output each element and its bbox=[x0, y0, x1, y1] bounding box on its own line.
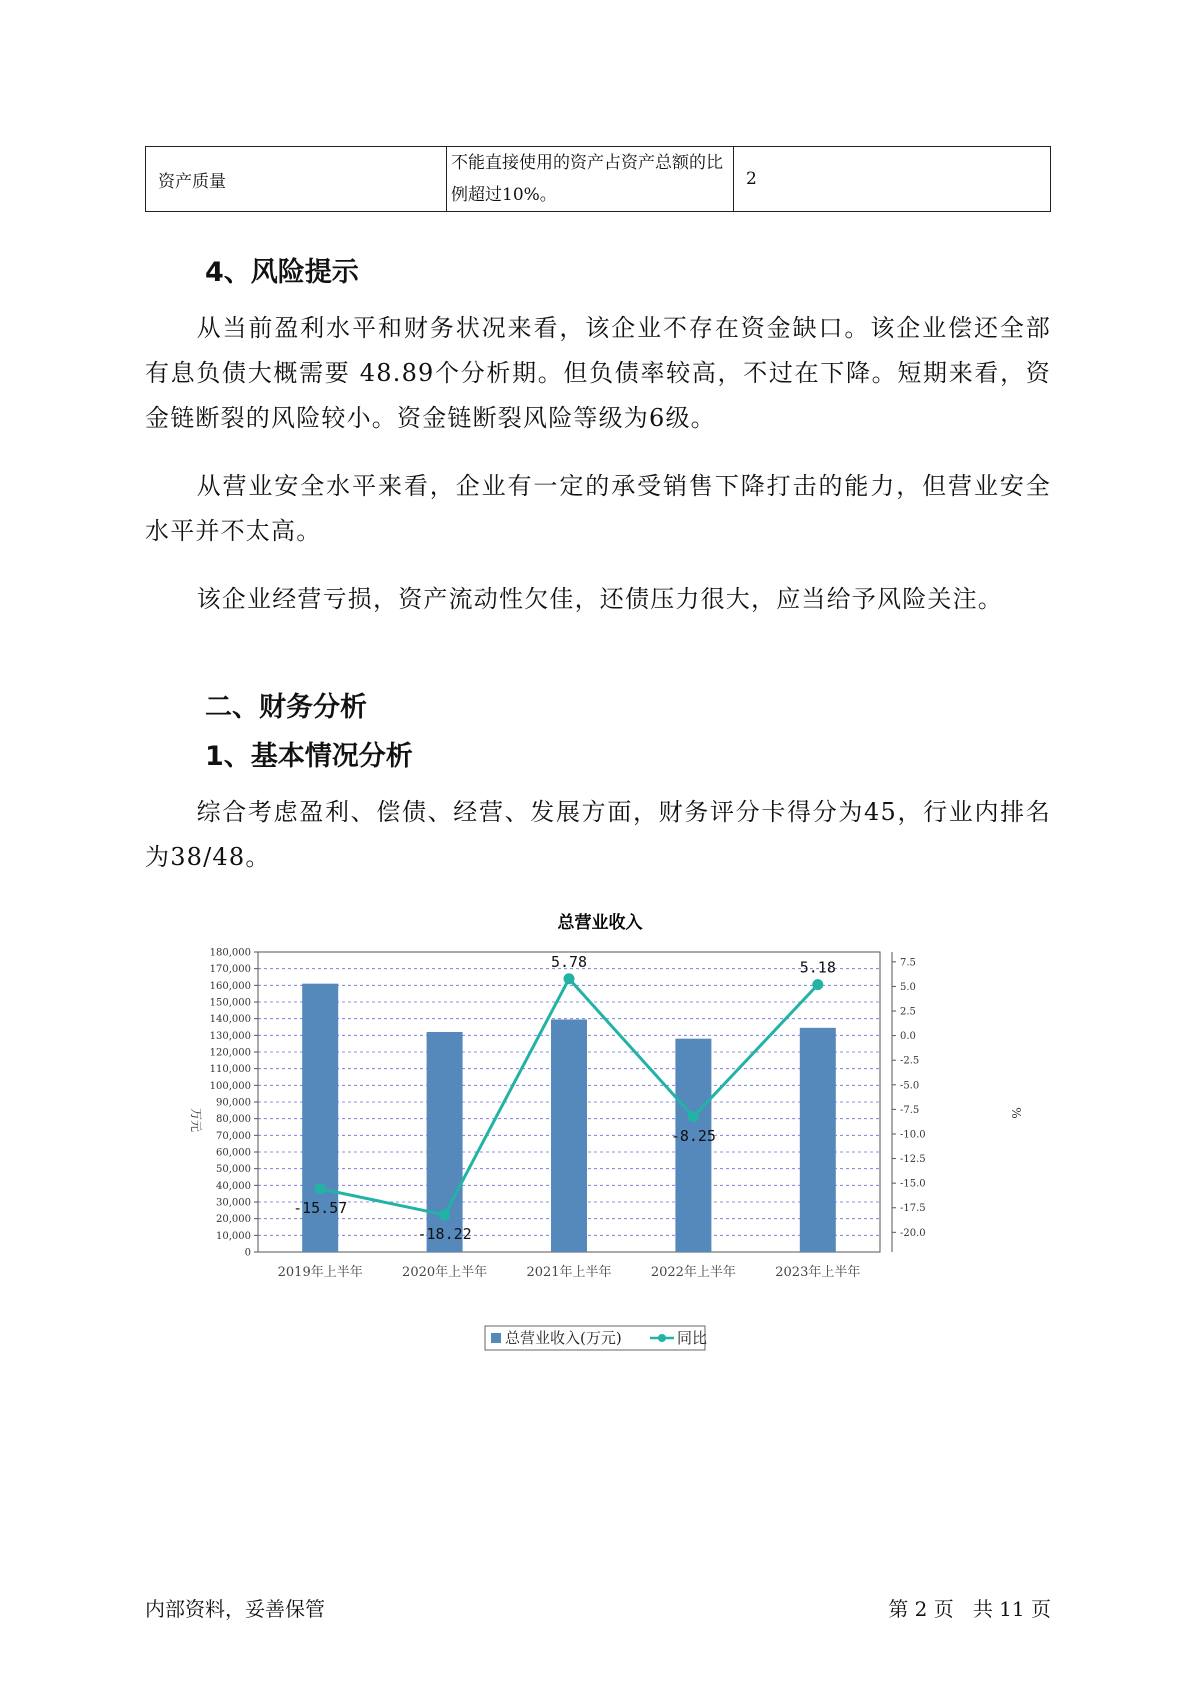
y-tick-label: 130,000 bbox=[209, 1030, 251, 1042]
yoy-point bbox=[315, 1183, 326, 1194]
y-right-tick-label: -10.0 bbox=[900, 1129, 926, 1141]
y-tick-label: 80,000 bbox=[216, 1114, 251, 1126]
bar bbox=[551, 1020, 587, 1253]
y-right-tick-label: 5.0 bbox=[900, 981, 916, 993]
bar bbox=[675, 1039, 711, 1252]
y-right-tick-label: 7.5 bbox=[900, 957, 916, 969]
y-right-tick-label: -12.5 bbox=[900, 1154, 926, 1166]
footer-page-number: 第 2 页 共 11 页 bbox=[888, 1597, 1051, 1621]
y-right-tick-label: -2.5 bbox=[900, 1055, 920, 1067]
data-label: 5.78 bbox=[550, 952, 588, 971]
y-right-tick-label: 2.5 bbox=[900, 1006, 916, 1018]
yoy-point bbox=[812, 979, 823, 990]
y-tick-label: 50,000 bbox=[216, 1164, 251, 1176]
data-label: -15.57 bbox=[293, 1198, 348, 1217]
y-right-tick-label: -20.0 bbox=[900, 1227, 926, 1239]
y-right-tick-label: -5.0 bbox=[900, 1080, 920, 1092]
risk-paragraph-3: 该企业经营亏损，资产流动性欠佳，还债压力很大，应当给予风险关注。 bbox=[196, 585, 1003, 613]
y-tick-label: 60,000 bbox=[216, 1147, 251, 1159]
revenue-chart bbox=[180, 895, 1030, 1365]
x-tick-label: 2019年上半年 bbox=[277, 1265, 363, 1280]
y-tick-label: 150,000 bbox=[209, 997, 251, 1009]
y-tick-label: 120,000 bbox=[209, 1047, 251, 1059]
data-label: 5.18 bbox=[799, 958, 836, 977]
legend-bar-swatch bbox=[491, 1333, 501, 1343]
y-tick-label: 70,000 bbox=[216, 1130, 251, 1142]
y-tick-label: 110,000 bbox=[209, 1064, 251, 1076]
risk-paragraph-2: 从营业安全水平来看，企业有一定的承受销售下降打击的能力，但营业安全水平并不太高。 bbox=[145, 472, 1051, 545]
legend-bar-label: 总营业收入(万元) bbox=[505, 1329, 622, 1347]
y-tick-label: 170,000 bbox=[209, 964, 251, 976]
table-row bbox=[146, 147, 1051, 212]
legend-line-label: 同比 bbox=[677, 1329, 708, 1347]
table-cell-item: 资产质量 bbox=[146, 147, 447, 212]
y-right-tick-label: -17.5 bbox=[900, 1203, 926, 1215]
chart-title: 总营业收入 bbox=[557, 913, 643, 933]
y-right-tick-label: -15.0 bbox=[900, 1178, 926, 1190]
y-tick-label: 160,000 bbox=[209, 980, 251, 992]
y-axis-label: 万元 bbox=[189, 1107, 203, 1133]
y-tick-label: 90,000 bbox=[216, 1097, 251, 1109]
y-tick-label: 30,000 bbox=[216, 1197, 251, 1209]
left-axis bbox=[210, 948, 258, 1259]
y-right-tick-label: 0.0 bbox=[900, 1031, 916, 1043]
right-axis bbox=[892, 952, 926, 1252]
yoy-point bbox=[688, 1111, 699, 1122]
legend-line-marker bbox=[658, 1334, 666, 1342]
data-label: -8.25 bbox=[670, 1126, 716, 1145]
table-cell-desc: 不能直接使用的资产占资产总额的比例超过10%。 bbox=[447, 147, 734, 212]
risk-paragraph-1: 从当前盈利水平和财务状况来看，该企业不存在资金缺口。该企业偿还全部有息负债大概需要 48.89个分析期。但负债率较高，不过在下降。短期来看，资金链断裂的风险较小。资金链断裂风险等级为6级。 bbox=[145, 314, 1051, 432]
basic-analysis-paragraph: 综合考虑盈利、偿债、经营、发展方面，财务评分卡得分为45，行业内排名为38/48。 bbox=[145, 798, 1051, 871]
y-tick-label: 100,000 bbox=[209, 1080, 251, 1092]
x-tick-label: 2021年上半年 bbox=[526, 1265, 612, 1280]
bar-series bbox=[302, 984, 836, 1252]
yoy-point bbox=[439, 1209, 450, 1220]
risk-table bbox=[145, 146, 1051, 212]
x-tick-label: 2022年上半年 bbox=[650, 1265, 736, 1280]
x-tick-label: 2020年上半年 bbox=[402, 1265, 488, 1280]
data-label: -18.22 bbox=[417, 1224, 472, 1243]
y-tick-label: 180,000 bbox=[209, 947, 251, 959]
y-axis-right-label: % bbox=[1009, 1107, 1023, 1119]
y-tick-label: 0 bbox=[244, 1247, 251, 1259]
y-right-tick-label: -7.5 bbox=[900, 1104, 920, 1116]
bar bbox=[800, 1028, 836, 1252]
chart-legend bbox=[485, 1326, 707, 1350]
x-axis bbox=[278, 1264, 861, 1280]
yoy-point bbox=[564, 973, 575, 984]
footer-left: 内部资料，妥善保管 bbox=[145, 1597, 325, 1621]
risk-heading: 4、风险提示 bbox=[205, 257, 359, 288]
y-tick-label: 140,000 bbox=[209, 1014, 251, 1026]
basic-analysis-heading: 1、基本情况分析 bbox=[205, 741, 413, 772]
y-tick-label: 10,000 bbox=[216, 1230, 251, 1242]
finance-heading: 二、财务分析 bbox=[205, 692, 367, 723]
y-tick-label: 20,000 bbox=[216, 1214, 251, 1226]
y-tick-label: 40,000 bbox=[216, 1180, 251, 1192]
table-cell-score: 2 bbox=[734, 147, 1051, 212]
x-tick-label: 2023年上半年 bbox=[775, 1265, 861, 1280]
